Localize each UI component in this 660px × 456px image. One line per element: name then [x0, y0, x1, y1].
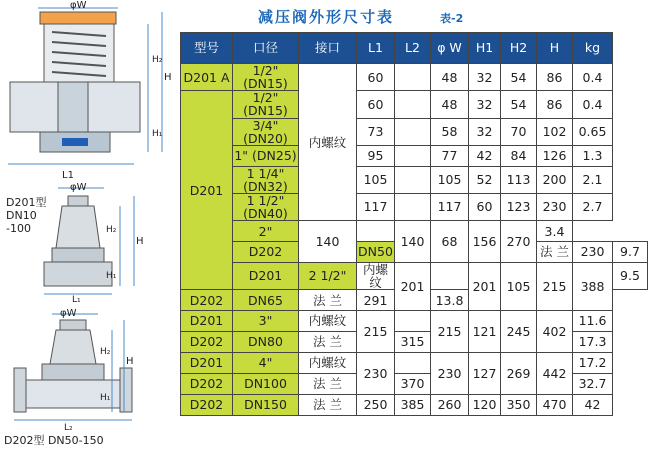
cell-l2: 315 [395, 331, 431, 352]
cell-l1: 140 [299, 221, 357, 263]
cell-kg: 13.8 [431, 290, 469, 311]
table-row [181, 311, 648, 332]
cell-h2: 54 [501, 91, 537, 118]
dim-label-h-top: H [164, 72, 172, 83]
cell-h: 470 [537, 394, 573, 415]
header-port: 接口 [299, 33, 357, 64]
cell-h: 200 [537, 166, 573, 193]
dim-label-h2-top: H₂ [152, 55, 163, 65]
table-title: 减压阀外形尺寸表 [258, 8, 395, 26]
cell-kg: 3.4 [537, 221, 573, 242]
cell-w: 77 [431, 145, 469, 166]
caption-d202: D202型 DN50-150 [4, 434, 104, 447]
cell-model: D201 A [181, 64, 233, 91]
cell-caliber: 1 1/2" (DN40) [233, 193, 299, 220]
cell-w: 117 [431, 193, 469, 220]
table-tag: 表-2 [440, 12, 464, 25]
cell-l1: 60 [357, 91, 395, 118]
cell-h: 402 [537, 311, 573, 353]
cell-l2 [431, 262, 469, 289]
caption-line: D201型 [6, 196, 47, 209]
cell-model: D201 [181, 311, 233, 332]
cell-h2: 84 [501, 145, 537, 166]
cell-l2 [395, 352, 431, 373]
cell-w: 48 [431, 91, 469, 118]
cell-l1: 250 [357, 394, 395, 415]
cell-port: 内螺纹 [299, 311, 357, 332]
cell-port: 内螺纹 [299, 352, 357, 373]
cell-h2: 215 [537, 262, 573, 310]
cell-l2 [395, 311, 431, 332]
header-w: φ W [431, 33, 469, 64]
header-model: 型号 [181, 33, 233, 64]
header-l1: L1 [357, 33, 395, 64]
cell-h2: 123 [501, 193, 537, 220]
cell-kg: 17.3 [573, 331, 613, 352]
cell-l2: 291 [357, 290, 395, 311]
cell-caliber: 2 1/2" [299, 262, 357, 289]
caption-line: -100 [6, 222, 31, 235]
cell-kg: 17.2 [573, 352, 613, 373]
cell-kg: 1.3 [573, 145, 613, 166]
cell-model: D202 [181, 331, 233, 352]
cell-kg: 9.5 [613, 262, 648, 289]
cell-kg: 0.65 [573, 118, 613, 145]
cell-h2: 245 [501, 311, 537, 353]
cell-caliber: 1/2" (DN15) [233, 91, 299, 118]
dim-label-h2-bottom: H₂ [100, 347, 111, 357]
cell-h2: 70 [501, 118, 537, 145]
cell-model: D202 [181, 373, 233, 394]
cell-caliber: 4" [233, 352, 299, 373]
cell-l1: 60 [357, 64, 395, 91]
cell-w: 48 [431, 64, 469, 91]
dim-label-l1-mid: L₁ [72, 295, 81, 302]
valve-drawing-small [0, 182, 178, 302]
cell-model: D202 [181, 394, 233, 415]
table-row [181, 373, 648, 394]
cell-h: 126 [537, 145, 573, 166]
table-row [181, 262, 648, 289]
cell-l2 [395, 118, 431, 145]
dim-label-h1-mid: H₁ [106, 271, 117, 281]
cell-h1: 42 [469, 145, 501, 166]
dim-label-h1-bottom: H₁ [100, 393, 111, 403]
header-caliber: 口径 [233, 33, 299, 64]
cell-l1: 215 [357, 311, 395, 353]
header-l2: L2 [395, 33, 431, 64]
cell-l2 [357, 221, 395, 242]
header-kg: kg [573, 33, 613, 64]
cell-l2 [395, 193, 431, 220]
dim-label-h2-mid: H₂ [106, 225, 117, 235]
table-row [181, 352, 648, 373]
table-row [181, 221, 648, 242]
cell-caliber: 2" [233, 221, 299, 242]
cell-h2: 269 [501, 352, 537, 394]
cell-port: 法 兰 [299, 331, 357, 352]
cell-w: 201 [469, 262, 501, 310]
cell-kg: 11.6 [573, 311, 613, 332]
cell-h2: 156 [469, 221, 501, 263]
cell-w: 215 [431, 311, 469, 353]
cell-kg: 2.1 [573, 166, 613, 193]
cell-kg: 0.4 [573, 64, 613, 91]
cell-h1: 32 [469, 64, 501, 91]
cell-caliber: DN50 [357, 242, 395, 263]
cell-l2 [395, 145, 431, 166]
cell-w: 260 [431, 394, 469, 415]
dim-label-h1-top: H₁ [152, 129, 163, 139]
cell-h: 86 [537, 64, 573, 91]
cell-l1: 117 [357, 193, 395, 220]
valve-drawings-panel [0, 0, 178, 456]
cell-h: 442 [537, 352, 573, 394]
cell-caliber: DN150 [233, 394, 299, 415]
table-header-row [181, 33, 648, 64]
cell-model: D201 [181, 352, 233, 373]
dim-label-h-mid: H [136, 236, 144, 247]
cell-h1: 52 [469, 166, 501, 193]
cell-w: 105 [431, 166, 469, 193]
cell-w: 58 [431, 118, 469, 145]
valve-drawing-d201 [0, 0, 178, 190]
cell-port: 法 兰 [299, 290, 357, 311]
dim-label-l2-bottom: L₂ [64, 423, 73, 433]
cell-l1: 230 [357, 352, 395, 394]
cell-caliber: 1 1/4" (DN32) [233, 166, 299, 193]
dim-label-phi-w-mid: φW [70, 182, 87, 193]
header-h: H [537, 33, 573, 64]
cell-kg: 0.4 [573, 91, 613, 118]
cell-h1: 127 [469, 352, 501, 394]
cell-caliber: DN65 [233, 290, 299, 311]
cell-kg: 32.7 [573, 373, 613, 394]
cell-h: 388 [573, 262, 613, 310]
cell-l2 [395, 91, 431, 118]
cell-port: 法 兰 [299, 373, 357, 394]
dim-label-l1-top: L1 [62, 170, 74, 181]
dim-label-phi-w-bottom: φW [60, 308, 77, 319]
caption-line: DN10 [6, 209, 37, 222]
cell-h1: 32 [469, 91, 501, 118]
dim-label-h-bottom: H [126, 356, 134, 367]
table-row [181, 394, 648, 415]
cell-l2 [395, 64, 431, 91]
cell-l2: 385 [395, 394, 431, 415]
cell-h1: 105 [501, 262, 537, 310]
header-h1: H1 [469, 33, 501, 64]
cell-h: 86 [537, 91, 573, 118]
cell-l1: 73 [357, 118, 395, 145]
cell-h: 230 [537, 193, 573, 220]
cell-w: 140 [395, 221, 431, 263]
cell-model: D202 [233, 242, 299, 263]
cell-port: 内螺纹 [357, 262, 395, 289]
cell-caliber: DN100 [233, 373, 299, 394]
cell-w: 230 [431, 352, 469, 394]
cell-port: 法 兰 [537, 242, 573, 263]
cell-h2: 54 [501, 64, 537, 91]
cell-h2: 113 [501, 166, 537, 193]
cell-kg: 42 [573, 394, 613, 415]
cell-h: 270 [501, 221, 537, 263]
cell-kg: 2.7 [573, 193, 613, 220]
cell-l1: 105 [357, 166, 395, 193]
cell-h: 102 [537, 118, 573, 145]
cell-h1: 121 [469, 311, 501, 353]
table-row [181, 331, 648, 352]
cell-caliber: 1" (DN25) [233, 145, 299, 166]
cell-caliber: 1/2" (DN15) [233, 64, 299, 91]
cell-port: 法 兰 [299, 394, 357, 415]
cell-l2 [395, 166, 431, 193]
cell-caliber: DN80 [233, 331, 299, 352]
header-h2: H2 [501, 33, 537, 64]
cell-l1: 201 [395, 262, 431, 310]
cell-h2: 350 [501, 394, 537, 415]
cell-model: D202 [181, 290, 233, 311]
cell-caliber: 3/4" (DN20) [233, 118, 299, 145]
cell-h1: 32 [469, 118, 501, 145]
cell-model: D201 [233, 262, 299, 289]
cell-caliber: 3" [233, 311, 299, 332]
cell-l1: 95 [357, 145, 395, 166]
cell-port-thread: 内螺纹 [299, 64, 357, 221]
dimension-table [180, 32, 648, 416]
cell-h1: 68 [431, 221, 469, 263]
valve-drawing-d202 [0, 308, 178, 438]
cell-h1: 60 [469, 193, 501, 220]
cell-kg: 9.7 [613, 242, 648, 263]
cell-l2: 230 [573, 242, 613, 263]
dim-label-phi-w-top: φW [70, 0, 87, 11]
cell-h1: 120 [469, 394, 501, 415]
cell-model-group: D201 [181, 91, 233, 290]
cell-l2: 370 [395, 373, 431, 394]
